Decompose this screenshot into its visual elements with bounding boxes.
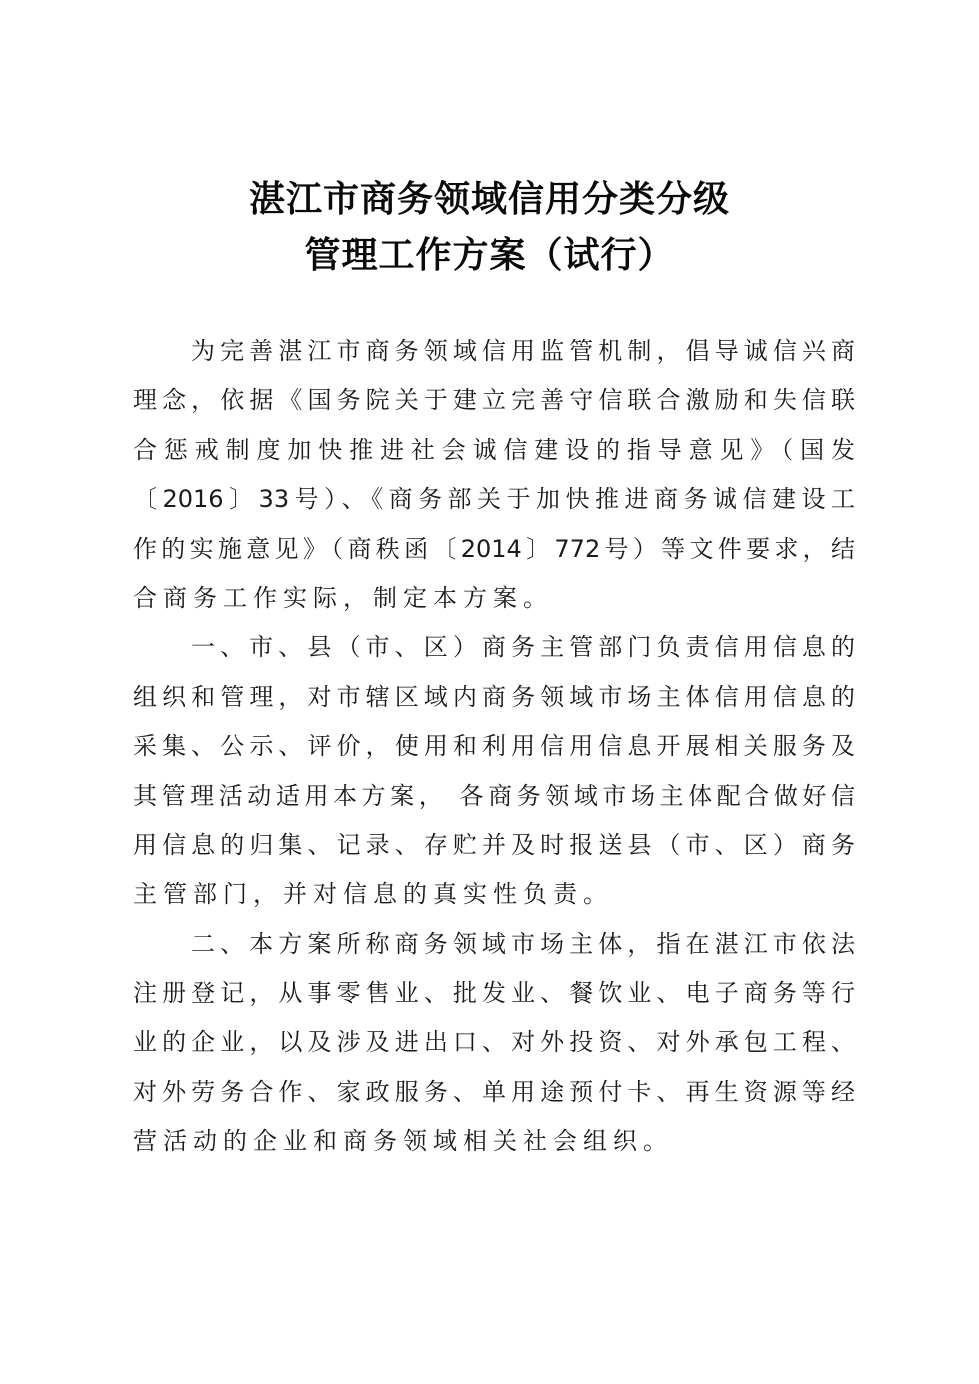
text-line: 业的企业，以及涉及进出口、对外投资、对外承包工程、 [133, 1028, 855, 1057]
document-title [0, 172, 979, 284]
paragraph-section-2 [133, 920, 855, 1167]
document-body [133, 327, 855, 1167]
text-line: 合惩戒制度加快推进社会诚信建设的指导意见》（国发 [133, 435, 855, 464]
text-line: 〔2016〕33号）、《商务部关于加快推进商务诚信建设工 [133, 485, 855, 514]
paragraph-section-1 [133, 623, 855, 919]
text-line: 组织和管理，对市辖区域内商务领域市场主体信用信息的 [133, 682, 855, 711]
text-line: 二、本方案所称商务领域市场主体，指在湛江市依法 [191, 929, 855, 958]
text-line: 注册登记，从事零售业、批发业、餐饮业、电子商务等行 [133, 979, 855, 1008]
text-line: 用信息的归集、记录、存贮并及时报送县（市、区）商务 [133, 830, 855, 859]
text-line: 理念，依据《国务院关于建立完善守信联合激励和失信联 [133, 386, 855, 415]
text-line: 对外劳务合作、家政服务、单用途预付卡、再生资源等经 [133, 1077, 855, 1106]
text-line: 营活动的企业和商务领域相关社会组织。 [133, 1127, 673, 1156]
text-line: 作的实施意见》（商秩函〔2014〕772号）等文件要求，结 [133, 534, 855, 563]
text-line: 主管部门，并对信息的真实性负责。 [133, 880, 613, 909]
text-line: 为完善湛江市商务领域信用监管机制，倡导诚信兴商 [191, 337, 855, 365]
text-line: 其管理活动适用本方案， 各商务领域市场主体配合做好信 [133, 781, 855, 810]
title-line-2: 管理工作方案（试行） [304, 235, 675, 276]
title-line-1: 湛江市商务领域信用分类分级 [248, 179, 730, 220]
text-line: 合商务工作实际，制定本方案。 [133, 583, 553, 612]
text-line: 一、市、县（市、区）商务主管部门负责信用信息的 [191, 633, 855, 662]
paragraph-intro [133, 327, 855, 623]
text-line: 采集、公示、评价，使用和利用信用信息开展相关服务及 [133, 732, 855, 761]
